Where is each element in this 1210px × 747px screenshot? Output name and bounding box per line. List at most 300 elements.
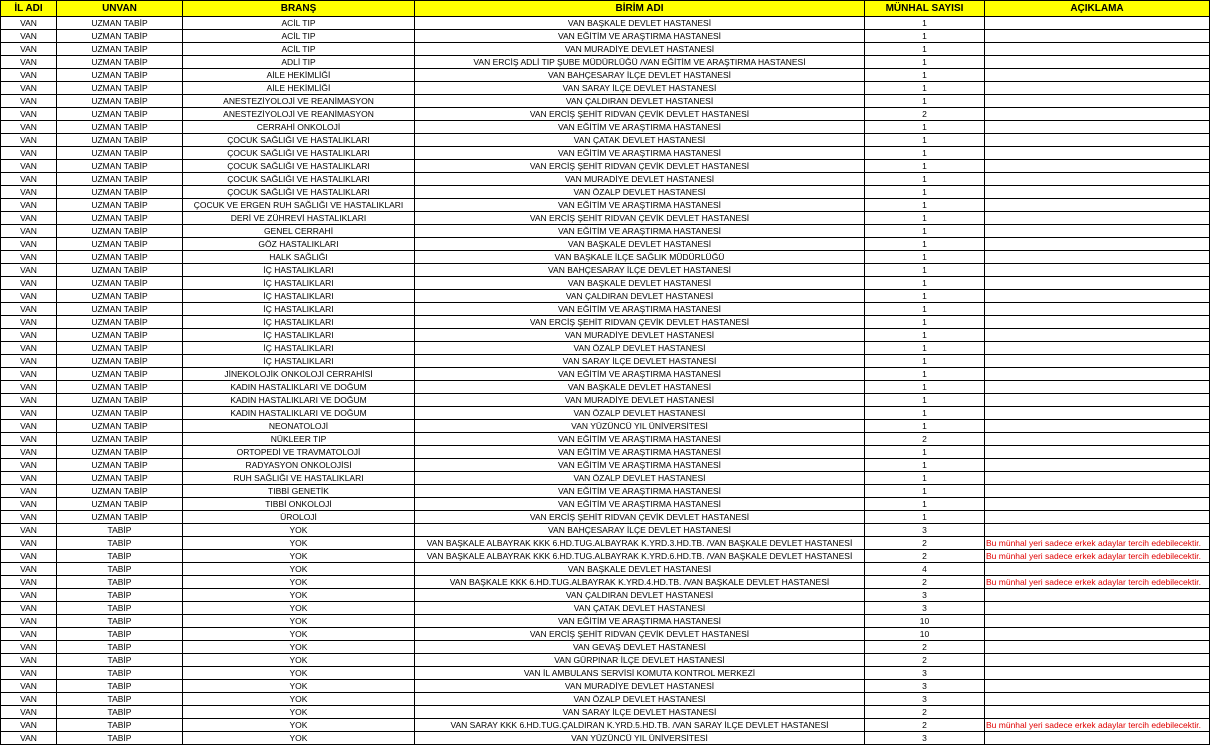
cell-brans[interactable]: YOK	[183, 563, 415, 576]
cell-brans[interactable]: RUH SAĞLIĞI VE HASTALIKLARI	[183, 472, 415, 485]
cell-unvan[interactable]: TABİP	[57, 706, 183, 719]
cell-munhal-sayisi[interactable]: 1	[865, 459, 985, 472]
cell-aciklama[interactable]	[985, 420, 1210, 433]
cell-il-adi[interactable]: VAN	[1, 641, 57, 654]
cell-munhal-sayisi[interactable]: 1	[865, 342, 985, 355]
cell-unvan[interactable]: UZMAN TABİP	[57, 485, 183, 498]
cell-aciklama[interactable]	[985, 511, 1210, 524]
cell-munhal-sayisi[interactable]: 3	[865, 602, 985, 615]
cell-il-adi[interactable]: VAN	[1, 368, 57, 381]
cell-brans[interactable]: CERRAHİ ONKOLOJİ	[183, 121, 415, 134]
cell-il-adi[interactable]: VAN	[1, 225, 57, 238]
cell-birim-adi[interactable]: VAN EĞİTİM VE ARAŞTIRMA HASTANESİ	[415, 303, 865, 316]
cell-unvan[interactable]: UZMAN TABİP	[57, 251, 183, 264]
cell-il-adi[interactable]: VAN	[1, 69, 57, 82]
cell-il-adi[interactable]: VAN	[1, 394, 57, 407]
cell-birim-adi[interactable]: VAN EĞİTİM VE ARAŞTIRMA HASTANESİ	[415, 121, 865, 134]
cell-unvan[interactable]: UZMAN TABİP	[57, 108, 183, 121]
cell-brans[interactable]: ACİL TIP	[183, 17, 415, 30]
cell-il-adi[interactable]: VAN	[1, 628, 57, 641]
cell-aciklama[interactable]	[985, 160, 1210, 173]
cell-il-adi[interactable]: VAN	[1, 615, 57, 628]
cell-aciklama[interactable]	[985, 329, 1210, 342]
cell-aciklama[interactable]	[985, 225, 1210, 238]
cell-aciklama[interactable]	[985, 589, 1210, 602]
cell-birim-adi[interactable]: VAN ÖZALP DEVLET HASTANESİ	[415, 342, 865, 355]
cell-munhal-sayisi[interactable]: 1	[865, 212, 985, 225]
cell-brans[interactable]: YOK	[183, 719, 415, 732]
cell-birim-adi[interactable]: VAN ÇATAK DEVLET HASTANESİ	[415, 134, 865, 147]
cell-aciklama[interactable]	[985, 654, 1210, 667]
cell-brans[interactable]: İÇ HASTALIKLARI	[183, 342, 415, 355]
cell-aciklama[interactable]: Bu münhal yeri sadece erkek adaylar tercih edebilecektir.	[985, 550, 1210, 563]
cell-aciklama[interactable]	[985, 433, 1210, 446]
cell-munhal-sayisi[interactable]: 1	[865, 498, 985, 511]
cell-munhal-sayisi[interactable]: 1	[865, 511, 985, 524]
cell-munhal-sayisi[interactable]: 1	[865, 95, 985, 108]
cell-brans[interactable]: İÇ HASTALIKLARI	[183, 264, 415, 277]
cell-unvan[interactable]: UZMAN TABİP	[57, 69, 183, 82]
cell-munhal-sayisi[interactable]: 1	[865, 485, 985, 498]
cell-brans[interactable]: ANESTEZİYOLOJİ VE REANİMASYON	[183, 108, 415, 121]
cell-unvan[interactable]: UZMAN TABİP	[57, 134, 183, 147]
cell-birim-adi[interactable]: VAN EĞİTİM VE ARAŞTIRMA HASTANESİ	[415, 459, 865, 472]
cell-birim-adi[interactable]: VAN BAHÇESARAY İLÇE DEVLET HASTANESİ	[415, 69, 865, 82]
cell-birim-adi[interactable]: VAN ERCİŞ ŞEHİT RIDVAN ÇEVİK DEVLET HASTANESİ	[415, 628, 865, 641]
cell-il-adi[interactable]: VAN	[1, 719, 57, 732]
cell-il-adi[interactable]: VAN	[1, 30, 57, 43]
cell-birim-adi[interactable]: VAN EĞİTİM VE ARAŞTIRMA HASTANESİ	[415, 498, 865, 511]
cell-brans[interactable]: ORTOPEDİ VE TRAVMATOLOJİ	[183, 446, 415, 459]
cell-brans[interactable]: RADYASYON ONKOLOJİSİ	[183, 459, 415, 472]
cell-birim-adi[interactable]: VAN EĞİTİM VE ARAŞTIRMA HASTANESİ	[415, 199, 865, 212]
cell-il-adi[interactable]: VAN	[1, 693, 57, 706]
cell-brans[interactable]: YOK	[183, 693, 415, 706]
cell-unvan[interactable]: UZMAN TABİP	[57, 368, 183, 381]
cell-il-adi[interactable]: VAN	[1, 316, 57, 329]
cell-brans[interactable]: İÇ HASTALIKLARI	[183, 329, 415, 342]
cell-il-adi[interactable]: VAN	[1, 56, 57, 69]
cell-brans[interactable]: YOK	[183, 602, 415, 615]
cell-unvan[interactable]: TABİP	[57, 589, 183, 602]
cell-birim-adi[interactable]: VAN BAŞKALE DEVLET HASTANESİ	[415, 17, 865, 30]
cell-munhal-sayisi[interactable]: 3	[865, 680, 985, 693]
cell-aciklama[interactable]	[985, 303, 1210, 316]
cell-birim-adi[interactable]: VAN ÇALDIRAN DEVLET HASTANESİ	[415, 290, 865, 303]
cell-munhal-sayisi[interactable]: 1	[865, 303, 985, 316]
cell-unvan[interactable]: UZMAN TABİP	[57, 407, 183, 420]
cell-brans[interactable]: İÇ HASTALIKLARI	[183, 316, 415, 329]
cell-brans[interactable]: AİLE HEKİMLİĞİ	[183, 82, 415, 95]
cell-birim-adi[interactable]: VAN SARAY İLÇE DEVLET HASTANESİ	[415, 355, 865, 368]
cell-aciklama[interactable]	[985, 485, 1210, 498]
cell-unvan[interactable]: UZMAN TABİP	[57, 420, 183, 433]
cell-brans[interactable]: YOK	[183, 732, 415, 745]
cell-aciklama[interactable]	[985, 316, 1210, 329]
cell-munhal-sayisi[interactable]: 2	[865, 576, 985, 589]
cell-munhal-sayisi[interactable]: 1	[865, 173, 985, 186]
cell-brans[interactable]: KADIN HASTALIKLARI VE DOĞUM	[183, 407, 415, 420]
cell-il-adi[interactable]: VAN	[1, 355, 57, 368]
cell-brans[interactable]: TIBBİ GENETİK	[183, 485, 415, 498]
cell-aciklama[interactable]	[985, 277, 1210, 290]
cell-aciklama[interactable]	[985, 238, 1210, 251]
cell-aciklama[interactable]: Bu münhal yeri sadece erkek adaylar tercih edebilecektir.	[985, 576, 1210, 589]
header-brans[interactable]: BRANŞ	[183, 1, 415, 17]
cell-aciklama[interactable]	[985, 355, 1210, 368]
cell-birim-adi[interactable]: VAN SARAY KKK 6.HD.TUG.ÇALDIRAN K.YRD.5.HD.TB. /VAN SARAY İLÇE DEVLET HASTANESİ	[415, 719, 865, 732]
cell-aciklama[interactable]	[985, 147, 1210, 160]
cell-brans[interactable]: YOK	[183, 641, 415, 654]
cell-brans[interactable]: ÇOCUK SAĞLIĞI VE HASTALIKLARI	[183, 173, 415, 186]
cell-unvan[interactable]: TABİP	[57, 524, 183, 537]
cell-birim-adi[interactable]: VAN ERCİŞ ŞEHİT RIDVAN ÇEVİK DEVLET HASTANESİ	[415, 160, 865, 173]
cell-unvan[interactable]: UZMAN TABİP	[57, 498, 183, 511]
cell-brans[interactable]: GENEL CERRAHİ	[183, 225, 415, 238]
cell-munhal-sayisi[interactable]: 1	[865, 30, 985, 43]
cell-brans[interactable]: KADIN HASTALIKLARI VE DOĞUM	[183, 394, 415, 407]
header-munhal-sayisi[interactable]: MÜNHAL SAYISI	[865, 1, 985, 17]
cell-unvan[interactable]: UZMAN TABİP	[57, 56, 183, 69]
cell-birim-adi[interactable]: VAN MURADİYE DEVLET HASTANESİ	[415, 43, 865, 56]
cell-unvan[interactable]: UZMAN TABİP	[57, 472, 183, 485]
cell-munhal-sayisi[interactable]: 2	[865, 433, 985, 446]
cell-il-adi[interactable]: VAN	[1, 134, 57, 147]
cell-munhal-sayisi[interactable]: 10	[865, 615, 985, 628]
cell-il-adi[interactable]: VAN	[1, 329, 57, 342]
cell-unvan[interactable]: TABİP	[57, 576, 183, 589]
cell-il-adi[interactable]: VAN	[1, 147, 57, 160]
cell-munhal-sayisi[interactable]: 2	[865, 108, 985, 121]
cell-brans[interactable]: JİNEKOLOJİK ONKOLOJİ CERRAHİSİ	[183, 368, 415, 381]
cell-birim-adi[interactable]: VAN BAŞKALE ALBAYRAK KKK 6.HD.TUG.ALBAYRAK K.YRD.6.HD.TB. /VAN BAŞKALE DEVLET HASTANESİ	[415, 550, 865, 563]
cell-il-adi[interactable]: VAN	[1, 17, 57, 30]
cell-aciklama[interactable]	[985, 706, 1210, 719]
cell-unvan[interactable]: UZMAN TABİP	[57, 82, 183, 95]
cell-munhal-sayisi[interactable]: 1	[865, 355, 985, 368]
cell-brans[interactable]: YOK	[183, 524, 415, 537]
cell-munhal-sayisi[interactable]: 1	[865, 199, 985, 212]
cell-brans[interactable]: TIBBİ ONKOLOJİ	[183, 498, 415, 511]
cell-birim-adi[interactable]: VAN İL AMBULANS SERVİSİ KOMUTA KONTROL MERKEZİ	[415, 667, 865, 680]
cell-unvan[interactable]: TABİP	[57, 732, 183, 745]
cell-munhal-sayisi[interactable]: 1	[865, 290, 985, 303]
cell-birim-adi[interactable]: VAN EĞİTİM VE ARAŞTIRMA HASTANESİ	[415, 446, 865, 459]
cell-munhal-sayisi[interactable]: 1	[865, 17, 985, 30]
cell-aciklama[interactable]	[985, 368, 1210, 381]
cell-aciklama[interactable]	[985, 602, 1210, 615]
cell-aciklama[interactable]	[985, 381, 1210, 394]
cell-unvan[interactable]: UZMAN TABİP	[57, 17, 183, 30]
cell-birim-adi[interactable]: VAN SARAY İLÇE DEVLET HASTANESİ	[415, 706, 865, 719]
cell-unvan[interactable]: UZMAN TABİP	[57, 381, 183, 394]
cell-brans[interactable]: İÇ HASTALIKLARI	[183, 303, 415, 316]
cell-unvan[interactable]: UZMAN TABİP	[57, 394, 183, 407]
cell-brans[interactable]: ANESTEZİYOLOJİ VE REANİMASYON	[183, 95, 415, 108]
cell-birim-adi[interactable]: VAN ÇALDIRAN DEVLET HASTANESİ	[415, 95, 865, 108]
cell-aciklama[interactable]	[985, 628, 1210, 641]
cell-il-adi[interactable]: VAN	[1, 160, 57, 173]
cell-aciklama[interactable]	[985, 17, 1210, 30]
cell-aciklama[interactable]	[985, 680, 1210, 693]
cell-brans[interactable]: İÇ HASTALIKLARI	[183, 277, 415, 290]
cell-il-adi[interactable]: VAN	[1, 485, 57, 498]
cell-brans[interactable]: ÇOCUK SAĞLIĞI VE HASTALIKLARI	[183, 160, 415, 173]
cell-unvan[interactable]: UZMAN TABİP	[57, 433, 183, 446]
cell-aciklama[interactable]	[985, 56, 1210, 69]
cell-aciklama[interactable]	[985, 667, 1210, 680]
cell-brans[interactable]: KADIN HASTALIKLARI VE DOĞUM	[183, 381, 415, 394]
cell-munhal-sayisi[interactable]: 3	[865, 589, 985, 602]
cell-aciklama[interactable]	[985, 615, 1210, 628]
cell-birim-adi[interactable]: VAN BAHÇESARAY İLÇE DEVLET HASTANESİ	[415, 264, 865, 277]
cell-unvan[interactable]: TABİP	[57, 615, 183, 628]
cell-munhal-sayisi[interactable]: 2	[865, 537, 985, 550]
cell-munhal-sayisi[interactable]: 1	[865, 238, 985, 251]
cell-aciklama[interactable]	[985, 121, 1210, 134]
cell-brans[interactable]: YOK	[183, 628, 415, 641]
cell-aciklama[interactable]	[985, 446, 1210, 459]
cell-munhal-sayisi[interactable]: 1	[865, 134, 985, 147]
cell-birim-adi[interactable]: VAN ERCİŞ ŞEHİT RIDVAN ÇEVİK DEVLET HASTANESİ	[415, 511, 865, 524]
cell-il-adi[interactable]: VAN	[1, 537, 57, 550]
cell-munhal-sayisi[interactable]: 1	[865, 264, 985, 277]
cell-birim-adi[interactable]: VAN ERCİŞ ADLİ TIP ŞUBE MÜDÜRLÜĞÜ /VAN EĞİTİM VE ARAŞTIRMA HASTANESİ	[415, 56, 865, 69]
cell-birim-adi[interactable]: VAN MURADİYE DEVLET HASTANESİ	[415, 680, 865, 693]
cell-il-adi[interactable]: VAN	[1, 706, 57, 719]
cell-aciklama[interactable]	[985, 251, 1210, 264]
cell-aciklama[interactable]	[985, 264, 1210, 277]
cell-munhal-sayisi[interactable]: 1	[865, 251, 985, 264]
cell-birim-adi[interactable]: VAN ÖZALP DEVLET HASTANESİ	[415, 693, 865, 706]
cell-birim-adi[interactable]: VAN ERCİŞ ŞEHİT RIDVAN ÇEVİK DEVLET HASTANESİ	[415, 108, 865, 121]
cell-aciklama[interactable]	[985, 459, 1210, 472]
cell-brans[interactable]: DERİ VE ZÜHREVİ HASTALIKLARI	[183, 212, 415, 225]
cell-il-adi[interactable]: VAN	[1, 342, 57, 355]
header-aciklama[interactable]: AÇIKLAMA	[985, 1, 1210, 17]
cell-brans[interactable]: YOK	[183, 589, 415, 602]
cell-il-adi[interactable]: VAN	[1, 654, 57, 667]
header-il-adi[interactable]: İL ADI	[1, 1, 57, 17]
cell-unvan[interactable]: UZMAN TABİP	[57, 316, 183, 329]
cell-brans[interactable]: ÇOCUK SAĞLIĞI VE HASTALIKLARI	[183, 147, 415, 160]
cell-unvan[interactable]: TABİP	[57, 602, 183, 615]
cell-il-adi[interactable]: VAN	[1, 446, 57, 459]
cell-birim-adi[interactable]: VAN MURADİYE DEVLET HASTANESİ	[415, 329, 865, 342]
cell-il-adi[interactable]: VAN	[1, 212, 57, 225]
cell-birim-adi[interactable]: VAN ÖZALP DEVLET HASTANESİ	[415, 407, 865, 420]
cell-aciklama[interactable]: Bu münhal yeri sadece erkek adaylar tercih edebilecektir.	[985, 719, 1210, 732]
cell-il-adi[interactable]: VAN	[1, 251, 57, 264]
header-unvan[interactable]: UNVAN	[57, 1, 183, 17]
cell-birim-adi[interactable]: VAN EĞİTİM VE ARAŞTIRMA HASTANESİ	[415, 615, 865, 628]
cell-il-adi[interactable]: VAN	[1, 43, 57, 56]
cell-il-adi[interactable]: VAN	[1, 524, 57, 537]
cell-brans[interactable]: YOK	[183, 615, 415, 628]
cell-il-adi[interactable]: VAN	[1, 459, 57, 472]
cell-il-adi[interactable]: VAN	[1, 303, 57, 316]
cell-birim-adi[interactable]: VAN MURADİYE DEVLET HASTANESİ	[415, 173, 865, 186]
cell-brans[interactable]: NÜKLEER TIP	[183, 433, 415, 446]
cell-unvan[interactable]: TABİP	[57, 550, 183, 563]
cell-aciklama[interactable]	[985, 212, 1210, 225]
cell-unvan[interactable]: UZMAN TABİP	[57, 225, 183, 238]
cell-munhal-sayisi[interactable]: 3	[865, 693, 985, 706]
cell-aciklama[interactable]	[985, 693, 1210, 706]
cell-brans[interactable]: NEONATOLOJİ	[183, 420, 415, 433]
cell-unvan[interactable]: UZMAN TABİP	[57, 160, 183, 173]
cell-munhal-sayisi[interactable]: 1	[865, 160, 985, 173]
cell-aciklama[interactable]	[985, 186, 1210, 199]
header-birim-adi[interactable]: BİRİM ADI	[415, 1, 865, 17]
cell-brans[interactable]: YOK	[183, 706, 415, 719]
cell-birim-adi[interactable]: VAN BAŞKALE DEVLET HASTANESİ	[415, 238, 865, 251]
cell-aciklama[interactable]: Bu münhal yeri sadece erkek adaylar tercih edebilecektir.	[985, 537, 1210, 550]
cell-aciklama[interactable]	[985, 524, 1210, 537]
cell-unvan[interactable]: UZMAN TABİP	[57, 95, 183, 108]
cell-munhal-sayisi[interactable]: 1	[865, 394, 985, 407]
cell-il-adi[interactable]: VAN	[1, 563, 57, 576]
cell-aciklama[interactable]	[985, 407, 1210, 420]
cell-il-adi[interactable]: VAN	[1, 667, 57, 680]
cell-unvan[interactable]: UZMAN TABİP	[57, 43, 183, 56]
cell-munhal-sayisi[interactable]: 1	[865, 329, 985, 342]
cell-munhal-sayisi[interactable]: 1	[865, 446, 985, 459]
cell-unvan[interactable]: UZMAN TABİP	[57, 303, 183, 316]
cell-birim-adi[interactable]: VAN SARAY İLÇE DEVLET HASTANESİ	[415, 82, 865, 95]
cell-birim-adi[interactable]: VAN BAŞKALE ALBAYRAK KKK 6.HD.TUG.ALBAYRAK K.YRD.3.HD.TB. /VAN BAŞKALE DEVLET HASTANESİ	[415, 537, 865, 550]
cell-aciklama[interactable]	[985, 394, 1210, 407]
cell-birim-adi[interactable]: VAN ERCİŞ ŞEHİT RIDVAN ÇEVİK DEVLET HASTANESİ	[415, 316, 865, 329]
cell-brans[interactable]: YOK	[183, 654, 415, 667]
cell-aciklama[interactable]	[985, 108, 1210, 121]
cell-il-adi[interactable]: VAN	[1, 576, 57, 589]
cell-munhal-sayisi[interactable]: 3	[865, 732, 985, 745]
cell-il-adi[interactable]: VAN	[1, 589, 57, 602]
cell-munhal-sayisi[interactable]: 3	[865, 667, 985, 680]
cell-munhal-sayisi[interactable]: 4	[865, 563, 985, 576]
cell-brans[interactable]: HALK SAĞLIĞI	[183, 251, 415, 264]
cell-birim-adi[interactable]: VAN GEVAŞ DEVLET HASTANESİ	[415, 641, 865, 654]
cell-unvan[interactable]: UZMAN TABİP	[57, 511, 183, 524]
cell-birim-adi[interactable]: VAN ERCİŞ ŞEHİT RIDVAN ÇEVİK DEVLET HASTANESİ	[415, 212, 865, 225]
cell-brans[interactable]: GÖZ HASTALIKLARI	[183, 238, 415, 251]
cell-aciklama[interactable]	[985, 342, 1210, 355]
cell-munhal-sayisi[interactable]: 1	[865, 56, 985, 69]
cell-munhal-sayisi[interactable]: 10	[865, 628, 985, 641]
cell-birim-adi[interactable]: VAN YÜZÜNCÜ YIL ÜNİVERSİTESİ	[415, 420, 865, 433]
cell-il-adi[interactable]: VAN	[1, 602, 57, 615]
cell-unvan[interactable]: UZMAN TABİP	[57, 342, 183, 355]
cell-aciklama[interactable]	[985, 641, 1210, 654]
cell-aciklama[interactable]	[985, 30, 1210, 43]
cell-brans[interactable]: ÇOCUK VE ERGEN RUH SAĞLIĞI VE HASTALIKLARI	[183, 199, 415, 212]
cell-unvan[interactable]: UZMAN TABİP	[57, 459, 183, 472]
cell-unvan[interactable]: TABİP	[57, 563, 183, 576]
cell-birim-adi[interactable]: VAN BAŞKALE KKK 6.HD.TUG.ALBAYRAK K.YRD.4.HD.TB. /VAN BAŞKALE DEVLET HASTANESİ	[415, 576, 865, 589]
cell-birim-adi[interactable]: VAN EĞİTİM VE ARAŞTIRMA HASTANESİ	[415, 147, 865, 160]
cell-aciklama[interactable]	[985, 134, 1210, 147]
cell-il-adi[interactable]: VAN	[1, 199, 57, 212]
cell-il-adi[interactable]: VAN	[1, 472, 57, 485]
cell-unvan[interactable]: TABİP	[57, 654, 183, 667]
cell-birim-adi[interactable]: VAN BAŞKALE DEVLET HASTANESİ	[415, 381, 865, 394]
cell-munhal-sayisi[interactable]: 2	[865, 719, 985, 732]
cell-munhal-sayisi[interactable]: 1	[865, 186, 985, 199]
cell-munhal-sayisi[interactable]: 3	[865, 524, 985, 537]
cell-il-adi[interactable]: VAN	[1, 680, 57, 693]
cell-unvan[interactable]: UZMAN TABİP	[57, 121, 183, 134]
cell-unvan[interactable]: UZMAN TABİP	[57, 290, 183, 303]
cell-brans[interactable]: İÇ HASTALIKLARI	[183, 290, 415, 303]
cell-brans[interactable]: İÇ HASTALIKLARI	[183, 355, 415, 368]
cell-unvan[interactable]: UZMAN TABİP	[57, 186, 183, 199]
cell-aciklama[interactable]	[985, 732, 1210, 745]
cell-il-adi[interactable]: VAN	[1, 173, 57, 186]
cell-unvan[interactable]: UZMAN TABİP	[57, 212, 183, 225]
cell-unvan[interactable]: TABİP	[57, 693, 183, 706]
cell-munhal-sayisi[interactable]: 1	[865, 43, 985, 56]
cell-brans[interactable]: ADLİ TIP	[183, 56, 415, 69]
cell-munhal-sayisi[interactable]: 2	[865, 706, 985, 719]
cell-brans[interactable]: ACİL TIP	[183, 43, 415, 56]
cell-il-adi[interactable]: VAN	[1, 121, 57, 134]
cell-munhal-sayisi[interactable]: 1	[865, 277, 985, 290]
cell-birim-adi[interactable]: VAN BAHÇESARAY İLÇE DEVLET HASTANESİ	[415, 524, 865, 537]
cell-brans[interactable]: YOK	[183, 667, 415, 680]
cell-munhal-sayisi[interactable]: 1	[865, 420, 985, 433]
cell-birim-adi[interactable]: VAN EĞİTİM VE ARAŞTIRMA HASTANESİ	[415, 433, 865, 446]
cell-birim-adi[interactable]: VAN EĞİTİM VE ARAŞTIRMA HASTANESİ	[415, 368, 865, 381]
cell-aciklama[interactable]	[985, 95, 1210, 108]
cell-munhal-sayisi[interactable]: 1	[865, 407, 985, 420]
cell-il-adi[interactable]: VAN	[1, 186, 57, 199]
cell-birim-adi[interactable]: VAN BAŞKALE DEVLET HASTANESİ	[415, 277, 865, 290]
cell-il-adi[interactable]: VAN	[1, 498, 57, 511]
cell-unvan[interactable]: UZMAN TABİP	[57, 30, 183, 43]
cell-unvan[interactable]: TABİP	[57, 628, 183, 641]
cell-aciklama[interactable]	[985, 173, 1210, 186]
cell-unvan[interactable]: TABİP	[57, 680, 183, 693]
cell-brans[interactable]: ÇOCUK SAĞLIĞI VE HASTALIKLARI	[183, 186, 415, 199]
cell-il-adi[interactable]: VAN	[1, 290, 57, 303]
cell-munhal-sayisi[interactable]: 1	[865, 381, 985, 394]
cell-unvan[interactable]: UZMAN TABİP	[57, 173, 183, 186]
cell-munhal-sayisi[interactable]: 2	[865, 641, 985, 654]
cell-brans[interactable]: ÜROLOJİ	[183, 511, 415, 524]
cell-aciklama[interactable]	[985, 563, 1210, 576]
cell-aciklama[interactable]	[985, 82, 1210, 95]
cell-il-adi[interactable]: VAN	[1, 381, 57, 394]
cell-il-adi[interactable]: VAN	[1, 238, 57, 251]
cell-unvan[interactable]: UZMAN TABİP	[57, 329, 183, 342]
cell-birim-adi[interactable]: VAN BAŞKALE İLÇE SAĞLIK MÜDÜRLÜĞÜ	[415, 251, 865, 264]
cell-unvan[interactable]: UZMAN TABİP	[57, 264, 183, 277]
cell-birim-adi[interactable]: VAN ÇATAK DEVLET HASTANESİ	[415, 602, 865, 615]
cell-munhal-sayisi[interactable]: 1	[865, 316, 985, 329]
cell-brans[interactable]: YOK	[183, 550, 415, 563]
cell-brans[interactable]: YOK	[183, 576, 415, 589]
cell-il-adi[interactable]: VAN	[1, 420, 57, 433]
cell-munhal-sayisi[interactable]: 1	[865, 225, 985, 238]
cell-aciklama[interactable]	[985, 498, 1210, 511]
cell-munhal-sayisi[interactable]: 1	[865, 472, 985, 485]
cell-munhal-sayisi[interactable]: 1	[865, 368, 985, 381]
cell-brans[interactable]: YOK	[183, 537, 415, 550]
cell-birim-adi[interactable]: VAN EĞİTİM VE ARAŞTIRMA HASTANESİ	[415, 225, 865, 238]
cell-unvan[interactable]: TABİP	[57, 719, 183, 732]
cell-brans[interactable]: ACİL TIP	[183, 30, 415, 43]
